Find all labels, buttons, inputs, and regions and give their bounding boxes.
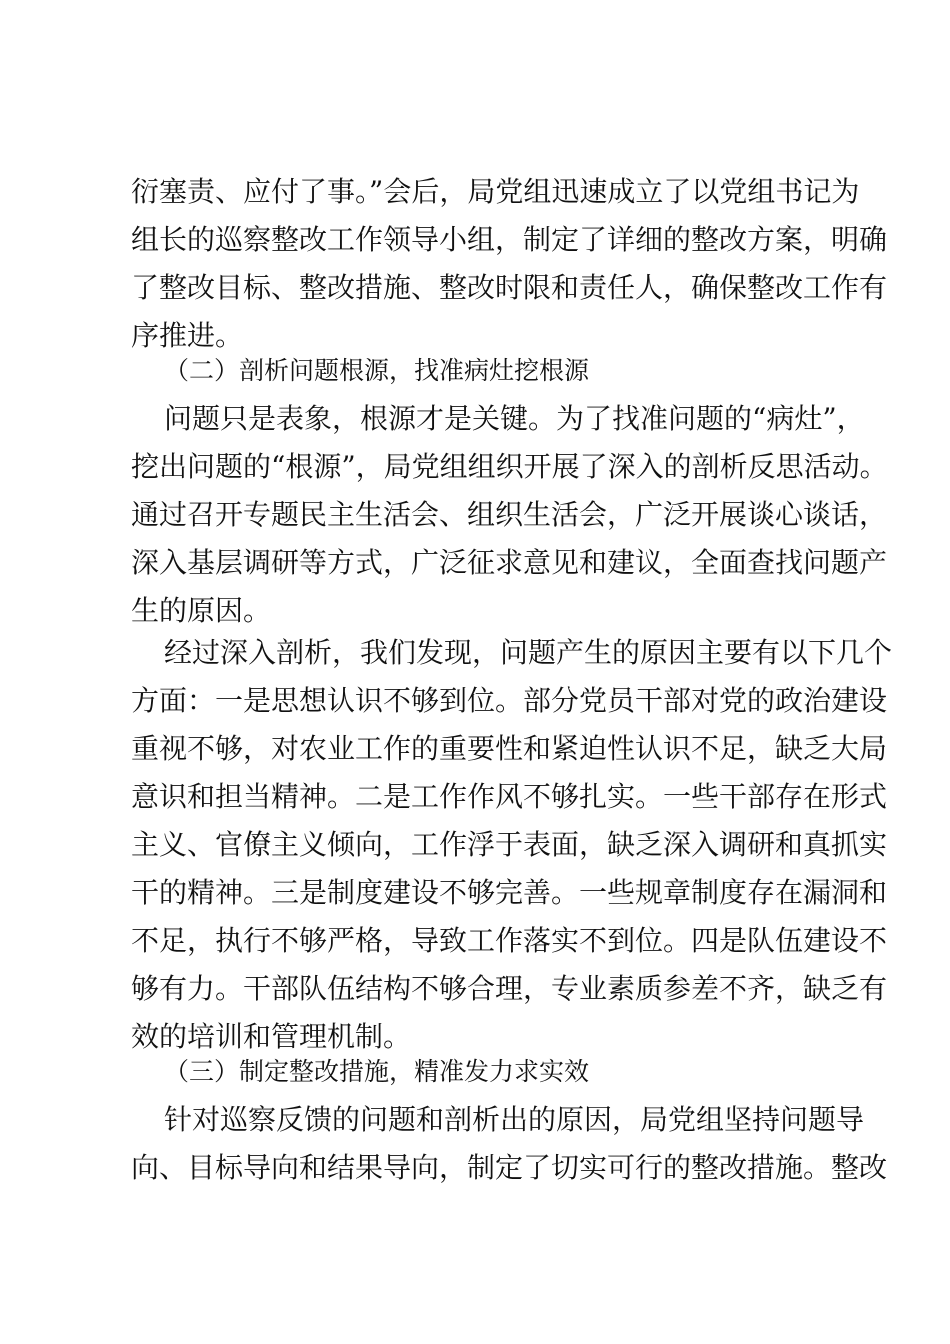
body-line-3: 了整改目标、整改措施、整改时限和责任人，确保整改工作有 (131, 271, 888, 304)
section-heading-2: （二）剖析问题根源，找准病灶挖根源 (164, 356, 590, 385)
body-line-10: 生的原因。 (131, 594, 272, 627)
body-line-19: 效的培训和管理机制。 (131, 1020, 412, 1053)
body-line-8: 通过召开专题民主生活会、组织生活会，广泛开展谈心谈话， (131, 498, 888, 531)
body-line-17: 不足，执行不够严格，导致工作落实不到位。四是队伍建设不 (131, 924, 888, 957)
body-line-2: 组长的巡察整改工作领导小组，制定了详细的整改方案，明确 (131, 223, 888, 256)
body-line-22: 向、目标导向和结果导向，制定了切实可行的整改措施。整改 (131, 1151, 888, 1184)
body-line-6: 问题只是表象，根源才是关键。为了找准问题的“病灶”， (164, 402, 865, 435)
body-line-1: 衍塞责、应付了事。”会后，局党组迅速成立了以党组书记为 (131, 175, 860, 208)
body-line-16: 干的精神。三是制度建设不够完善。一些规章制度存在漏洞和 (131, 876, 888, 909)
body-line-14: 意识和担当精神。二是工作作风不够扎实。一些干部存在形式 (131, 780, 888, 813)
body-line-18: 够有力。干部队伍结构不够合理，专业素质参差不齐，缺乏有 (131, 972, 888, 1005)
body-line-7: 挖出问题的“根源”，局党组组织开展了深入的剖析反思活动。 (131, 450, 888, 483)
body-line-12: 方面：一是思想认识不够到位。部分党员干部对党的政治建设 (131, 684, 888, 717)
body-line-21: 针对巡察反馈的问题和剖析出的原因，局党组坚持问题导 (164, 1103, 865, 1136)
section-heading-3: （三）制定整改措施，精准发力求实效 (164, 1057, 590, 1086)
body-line-4: 序推进。 (131, 319, 244, 352)
body-line-15: 主义、官僚主义倾向，工作浮于表面，缺乏深入调研和真抓实 (131, 828, 888, 861)
body-line-11: 经过深入剖析，我们发现，问题产生的原因主要有以下几个 (164, 636, 893, 669)
body-line-13: 重视不够，对农业工作的重要性和紧迫性认识不足，缺乏大局 (131, 732, 888, 765)
body-line-9: 深入基层调研等方式，广泛征求意见和建议，全面查找问题产 (131, 546, 888, 579)
